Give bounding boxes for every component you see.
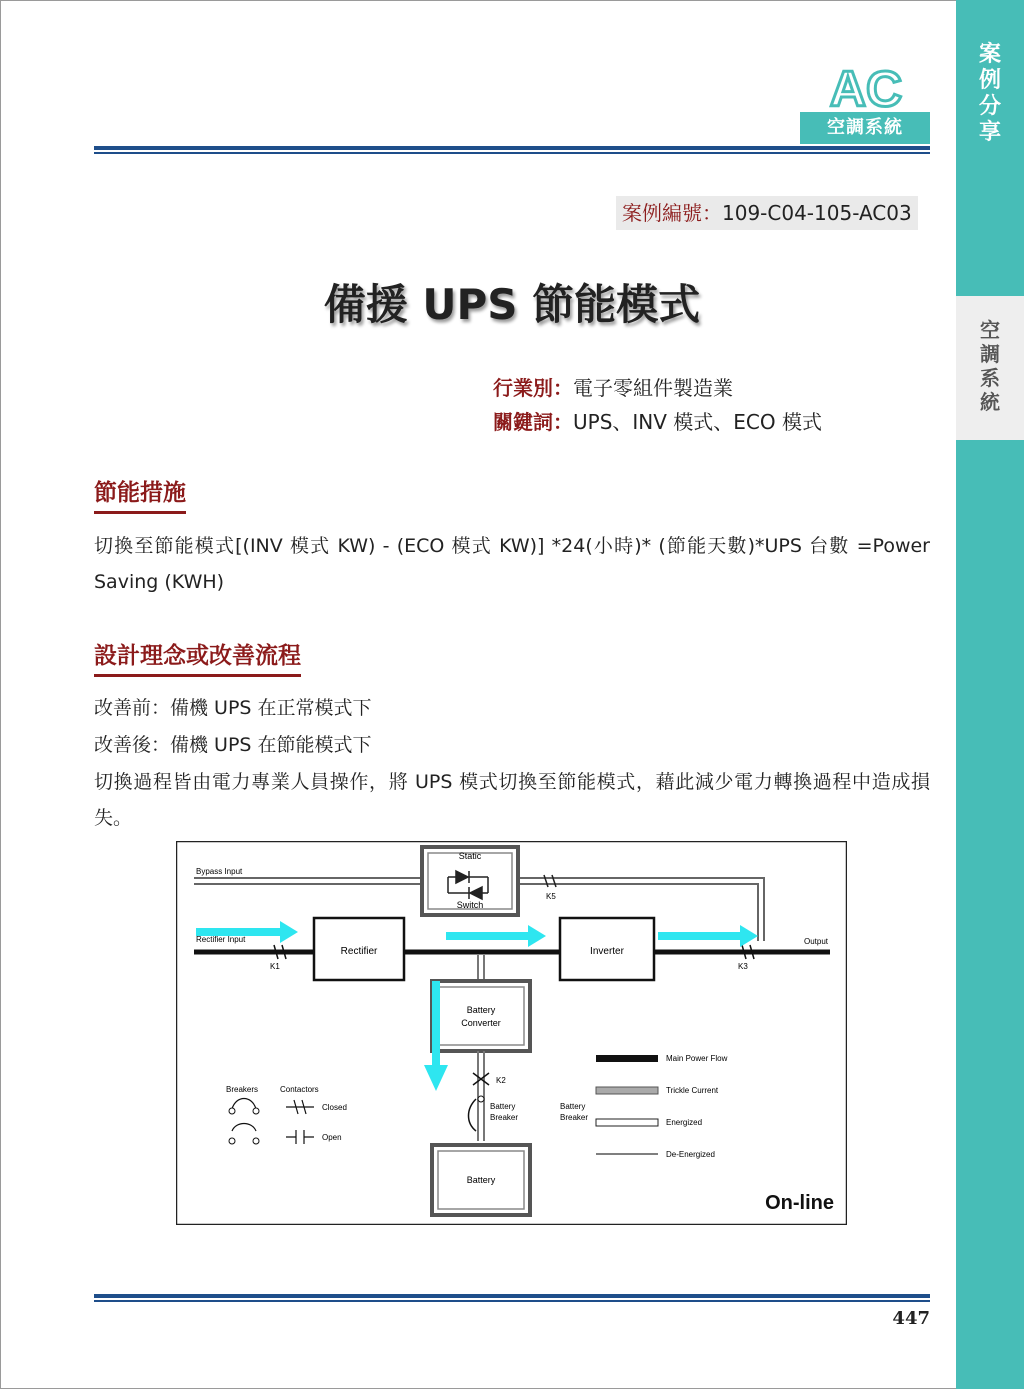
legend-energized-label: Energized xyxy=(666,1118,703,1127)
open-breaker-contact-b xyxy=(253,1138,259,1144)
legend-energized-swatch xyxy=(596,1119,658,1126)
side-bar xyxy=(956,0,1024,1389)
mode-label: On-line xyxy=(765,1192,834,1214)
case-number xyxy=(616,196,918,230)
keyword-value: UPS、INV 模式、ECO 模式 xyxy=(573,410,822,434)
battery-breaker-label-2: Breaker xyxy=(490,1113,519,1122)
contactors-label: Contactors xyxy=(280,1085,319,1094)
industry-value: 電子零組件製造業 xyxy=(573,376,733,400)
page-number: 447 xyxy=(892,1308,930,1329)
output-label: Output xyxy=(804,937,829,946)
closed-label: Closed xyxy=(322,1103,347,1112)
header-rule-thin xyxy=(94,152,930,154)
section-heading-design: 設計理念或改善流程 xyxy=(94,637,301,677)
inverter-label: Inverter xyxy=(590,946,624,957)
keyword-line xyxy=(493,408,822,436)
k3-label: K3 xyxy=(738,962,748,971)
k5-label: K5 xyxy=(546,892,556,901)
footer-rule xyxy=(94,1294,930,1298)
bypass-input-label: Bypass Input xyxy=(196,867,243,876)
battery-breaker-label-1: Battery xyxy=(490,1102,516,1111)
footer-rule-thin xyxy=(94,1300,930,1302)
ups-online-diagram xyxy=(176,841,847,1225)
rectifier-input-label: Rectifier Input xyxy=(196,935,246,944)
k1-label: K1 xyxy=(270,962,280,971)
legend-main-power-label: Main Power Flow xyxy=(666,1054,728,1063)
open-breaker-contact-a xyxy=(229,1138,235,1144)
legend-de-energized-label: De-Energized xyxy=(666,1150,715,1159)
case-number-label: 案例編號： xyxy=(622,201,722,225)
battery-converter-inner xyxy=(438,987,524,1045)
process-text: 切換過程皆由電力專業人員操作，將 UPS 模式切換至節能模式，藉此減少電力轉換過程中造成損失。 xyxy=(94,771,930,829)
legend-main-power-swatch xyxy=(596,1055,658,1062)
side-label-case-share: 案 例 分 享 xyxy=(978,42,1001,145)
header-rule xyxy=(94,146,930,150)
battery-breaker-contact-icon xyxy=(478,1096,484,1102)
keyword-label: 關鍵詞： xyxy=(493,410,573,434)
side-label-ac-system: 空 調 系 統 xyxy=(980,318,1000,414)
ac-logo-text: AC xyxy=(829,62,903,112)
case-number-value: 109-C04-105-AC03 xyxy=(722,201,912,225)
after-text: 改善後：備機 UPS 在節能模式下 xyxy=(94,734,372,756)
measures-text: 切換至節能模式[(INV 模式 KW) - (ECO 模式 KW)] *24(小時)* (節能天數)*UPS 台數 =Power Saving (KWH) xyxy=(94,535,930,593)
closed-breaker-contact-b xyxy=(253,1108,259,1114)
rectifier-label: Rectifier xyxy=(340,946,378,957)
legend-breaker-label-2: Breaker xyxy=(560,1113,589,1122)
legend-trickle-swatch xyxy=(596,1087,658,1094)
battery-label: Battery xyxy=(466,1175,496,1185)
legend-breaker-label-1: Battery xyxy=(560,1102,586,1111)
battery-converter-label-2: Converter xyxy=(461,1018,501,1028)
industry-label: 行業別： xyxy=(493,376,573,400)
ac-logo-subtitle: 空調系統 xyxy=(800,112,930,144)
page-title: 備援 UPS 節能模式 xyxy=(323,280,701,329)
breakers-label: Breakers xyxy=(226,1085,259,1094)
open-label: Open xyxy=(322,1133,342,1142)
ac-logo xyxy=(802,62,930,112)
k2-label: K2 xyxy=(496,1076,506,1085)
before-text: 改善前：備機 UPS 在正常模式下 xyxy=(94,697,372,719)
battery-converter-label-1: Battery xyxy=(466,1005,496,1015)
switch-label: Switch xyxy=(456,900,484,910)
closed-breaker-contact-a xyxy=(229,1108,235,1114)
legend-trickle-label: Trickle Current xyxy=(666,1086,719,1095)
industry-line xyxy=(493,374,733,402)
section-heading-measures: 節能措施 xyxy=(94,474,186,514)
static-label: Static xyxy=(458,851,482,861)
